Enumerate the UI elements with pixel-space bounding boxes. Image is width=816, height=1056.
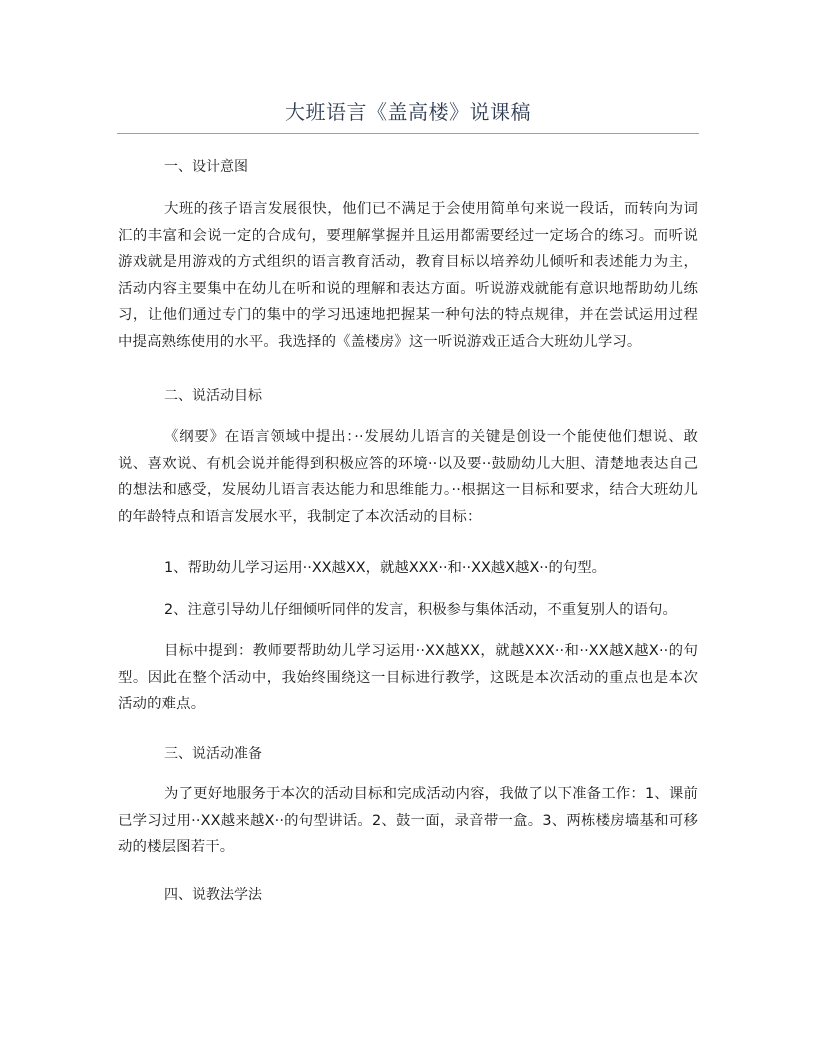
goal-item-2: 2、注意引导幼儿仔细倾听同伴的发言，积极参与集体活动，不重复别人的语句。 bbox=[164, 602, 677, 618]
section-heading-3: 三、说活动准备 bbox=[164, 746, 262, 762]
section-2-followup-paragraph: 目标中提到：教师要帮助幼儿学习运用··XX越XX，就越XXX··和··XX越X越X··的句型。因此在整个活动中，我始终围绕这一目标进行教学，这既是本次活动的重点也是本次活动的难点。 bbox=[118, 643, 698, 712]
section-2-paragraph: 《纲要》在语言领域中提出：··发展幼儿语言的关键是创设一个能使他们想说、敢说、喜欢说、有机会说并能得到积极应答的环境··以及要··鼓励幼儿大胆、清楚地表达自己的想法和感受，发展幼儿语言表达能力和思维能力。··根据这一目标和要求，结合大班幼儿的年龄特点和语言发展水平，我制定了本次活动的目标： bbox=[118, 429, 698, 525]
section-3-paragraph: 为了更好地服务于本次的活动目标和完成活动内容，我做了以下准备工作：1、课前已学习过用··XX越来越X··的句型讲话。2、鼓一面，录音带一盒。3、两栋楼房墙基和可移动的楼层图若干。 bbox=[118, 786, 698, 855]
section-heading-2: 二、说活动目标 bbox=[164, 388, 262, 404]
section-1-paragraph: 大班的孩子语言发展很快，他们已不满足于会使用简单句来说一段话，而转向为词汇的丰富和会说一定的合成句，要理解掌握并且运用都需要经过一定场合的练习。而听说游戏就是用游戏的方式组织的语言教育活动，教育目标以培养幼儿倾听和表述能力为主，活动内容主要集中在幼儿在听和说的理解和表达方面。听说游戏就能有意识地帮助幼儿练习，让他们通过专门的集中的学习迅速地把握某一种句法的特点规律，并在尝试运用过程中提高熟练使用的水平。我选择的《盖楼房》这一听说游戏正适合大班幼儿学习。 bbox=[118, 201, 698, 350]
section-heading-1: 一、设计意图 bbox=[164, 159, 248, 175]
goal-item-1: 1、帮助幼儿学习运用··XX越XX，就越XXX··和··XX越X越X··的句型。 bbox=[164, 560, 607, 576]
document-title: 大班语言《盖高楼》说课稿 bbox=[285, 100, 531, 124]
section-heading-4: 四、说教法学法 bbox=[164, 887, 262, 903]
title-divider bbox=[117, 133, 699, 134]
